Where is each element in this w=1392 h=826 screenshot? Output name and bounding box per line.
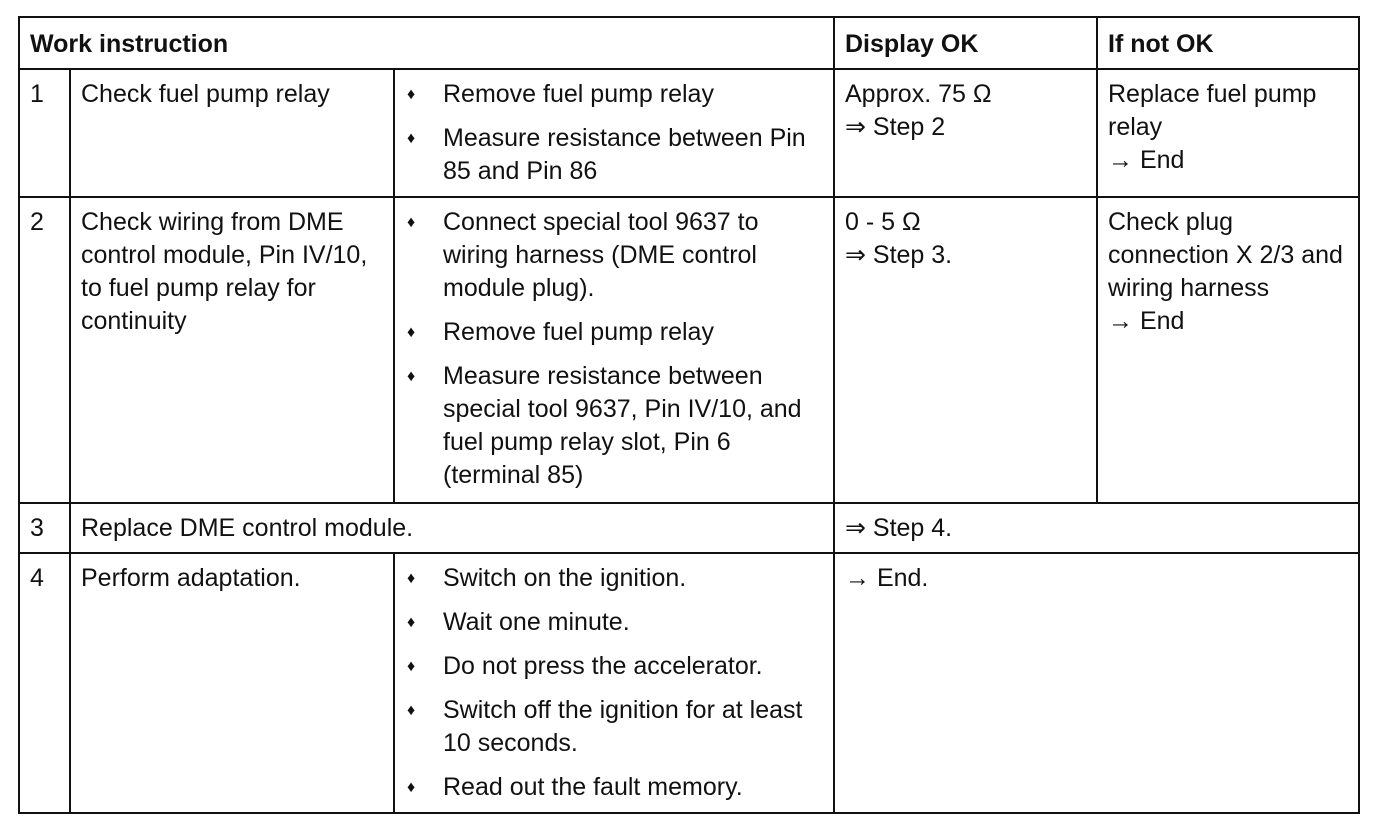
display-ok-cell bbox=[834, 69, 1097, 197]
if-not-ok-next: → End bbox=[1108, 307, 1185, 335]
list-item bbox=[405, 694, 823, 760]
action-text: Remove fuel pump relay bbox=[443, 80, 714, 108]
list-item bbox=[405, 78, 823, 111]
diamond-bullet-icon: ♦ bbox=[407, 658, 416, 675]
display-ok-cell bbox=[834, 553, 1359, 813]
work-instruction-table bbox=[18, 16, 1360, 814]
action-text: Do not press the accelerator. bbox=[443, 652, 763, 680]
diamond-bullet-icon: ♦ bbox=[407, 130, 416, 147]
instruction-cell: Check fuel pump relay bbox=[70, 69, 394, 197]
list-item bbox=[405, 650, 823, 683]
display-ok-value: 0 - 5 Ω bbox=[845, 208, 921, 236]
step-number: 2 bbox=[19, 197, 70, 503]
diamond-bullet-icon: ♦ bbox=[407, 324, 416, 341]
if-not-ok-action: Check plug connection X 2/3 and wiring harness bbox=[1108, 208, 1343, 302]
action-text: Connect special tool 9637 to wiring harness (DME control module plug). bbox=[443, 208, 759, 302]
list-item bbox=[405, 606, 823, 639]
display-ok-next: ⇒ Step 2 bbox=[845, 113, 946, 141]
action-text: Switch on the ignition. bbox=[443, 564, 687, 592]
if-not-ok-cell bbox=[1097, 69, 1359, 197]
diamond-bullet-icon: ♦ bbox=[407, 214, 416, 231]
diamond-bullet-icon: ♦ bbox=[407, 86, 416, 103]
list-item bbox=[405, 562, 823, 595]
action-text: Read out the fault memory. bbox=[443, 773, 743, 801]
header-if-not-ok: If not OK bbox=[1097, 17, 1359, 69]
display-ok-next: ⇒ Step 4. bbox=[845, 514, 953, 542]
if-not-ok-cell bbox=[1097, 197, 1359, 503]
actions-cell bbox=[394, 69, 834, 197]
list-item bbox=[405, 360, 823, 492]
table-row bbox=[19, 503, 1359, 553]
diamond-bullet-icon: ♦ bbox=[407, 570, 416, 587]
instruction-cell: Perform adaptation. bbox=[70, 553, 394, 813]
header-row bbox=[19, 17, 1359, 69]
action-list bbox=[405, 206, 823, 492]
list-item bbox=[405, 206, 823, 305]
display-ok-cell bbox=[834, 503, 1359, 553]
action-list bbox=[405, 562, 823, 804]
step-number: 4 bbox=[19, 553, 70, 813]
actions-cell bbox=[394, 197, 834, 503]
table-row bbox=[19, 197, 1359, 503]
list-item bbox=[405, 771, 823, 804]
table-row bbox=[19, 553, 1359, 813]
action-list bbox=[405, 78, 823, 188]
action-text: Measure resistance between Pin 85 and Pin 86 bbox=[443, 124, 806, 185]
diamond-bullet-icon: ♦ bbox=[407, 779, 416, 796]
diamond-bullet-icon: ♦ bbox=[407, 702, 416, 719]
display-ok-next: → End. bbox=[845, 564, 929, 592]
action-text: Switch off the ignition for at least 10 seconds. bbox=[443, 696, 803, 757]
action-text: Wait one minute. bbox=[443, 608, 630, 636]
display-ok-value: Approx. 75 Ω bbox=[845, 80, 992, 108]
diamond-bullet-icon: ♦ bbox=[407, 368, 416, 385]
instruction-cell: Replace DME control module. bbox=[70, 503, 834, 553]
list-item bbox=[405, 122, 823, 188]
diamond-bullet-icon: ♦ bbox=[407, 614, 416, 631]
header-display-ok: Display OK bbox=[834, 17, 1097, 69]
if-not-ok-action: Replace fuel pump relay bbox=[1108, 80, 1317, 141]
actions-cell bbox=[394, 553, 834, 813]
instruction-cell: Check wiring from DME control module, Pin IV/10, to fuel pump relay for continuity bbox=[70, 197, 394, 503]
display-ok-next: ⇒ Step 3. bbox=[845, 241, 953, 269]
display-ok-cell bbox=[834, 197, 1097, 503]
if-not-ok-next: → End bbox=[1108, 146, 1185, 174]
step-number: 1 bbox=[19, 69, 70, 197]
step-number: 3 bbox=[19, 503, 70, 553]
header-work-instruction: Work instruction bbox=[19, 17, 834, 69]
action-text: Measure resistance between special tool 9637, Pin IV/10, and fuel pump relay slot, Pin 6 (terminal 85) bbox=[443, 362, 802, 489]
action-text: Remove fuel pump relay bbox=[443, 318, 714, 346]
list-item bbox=[405, 316, 823, 349]
table-row bbox=[19, 69, 1359, 197]
